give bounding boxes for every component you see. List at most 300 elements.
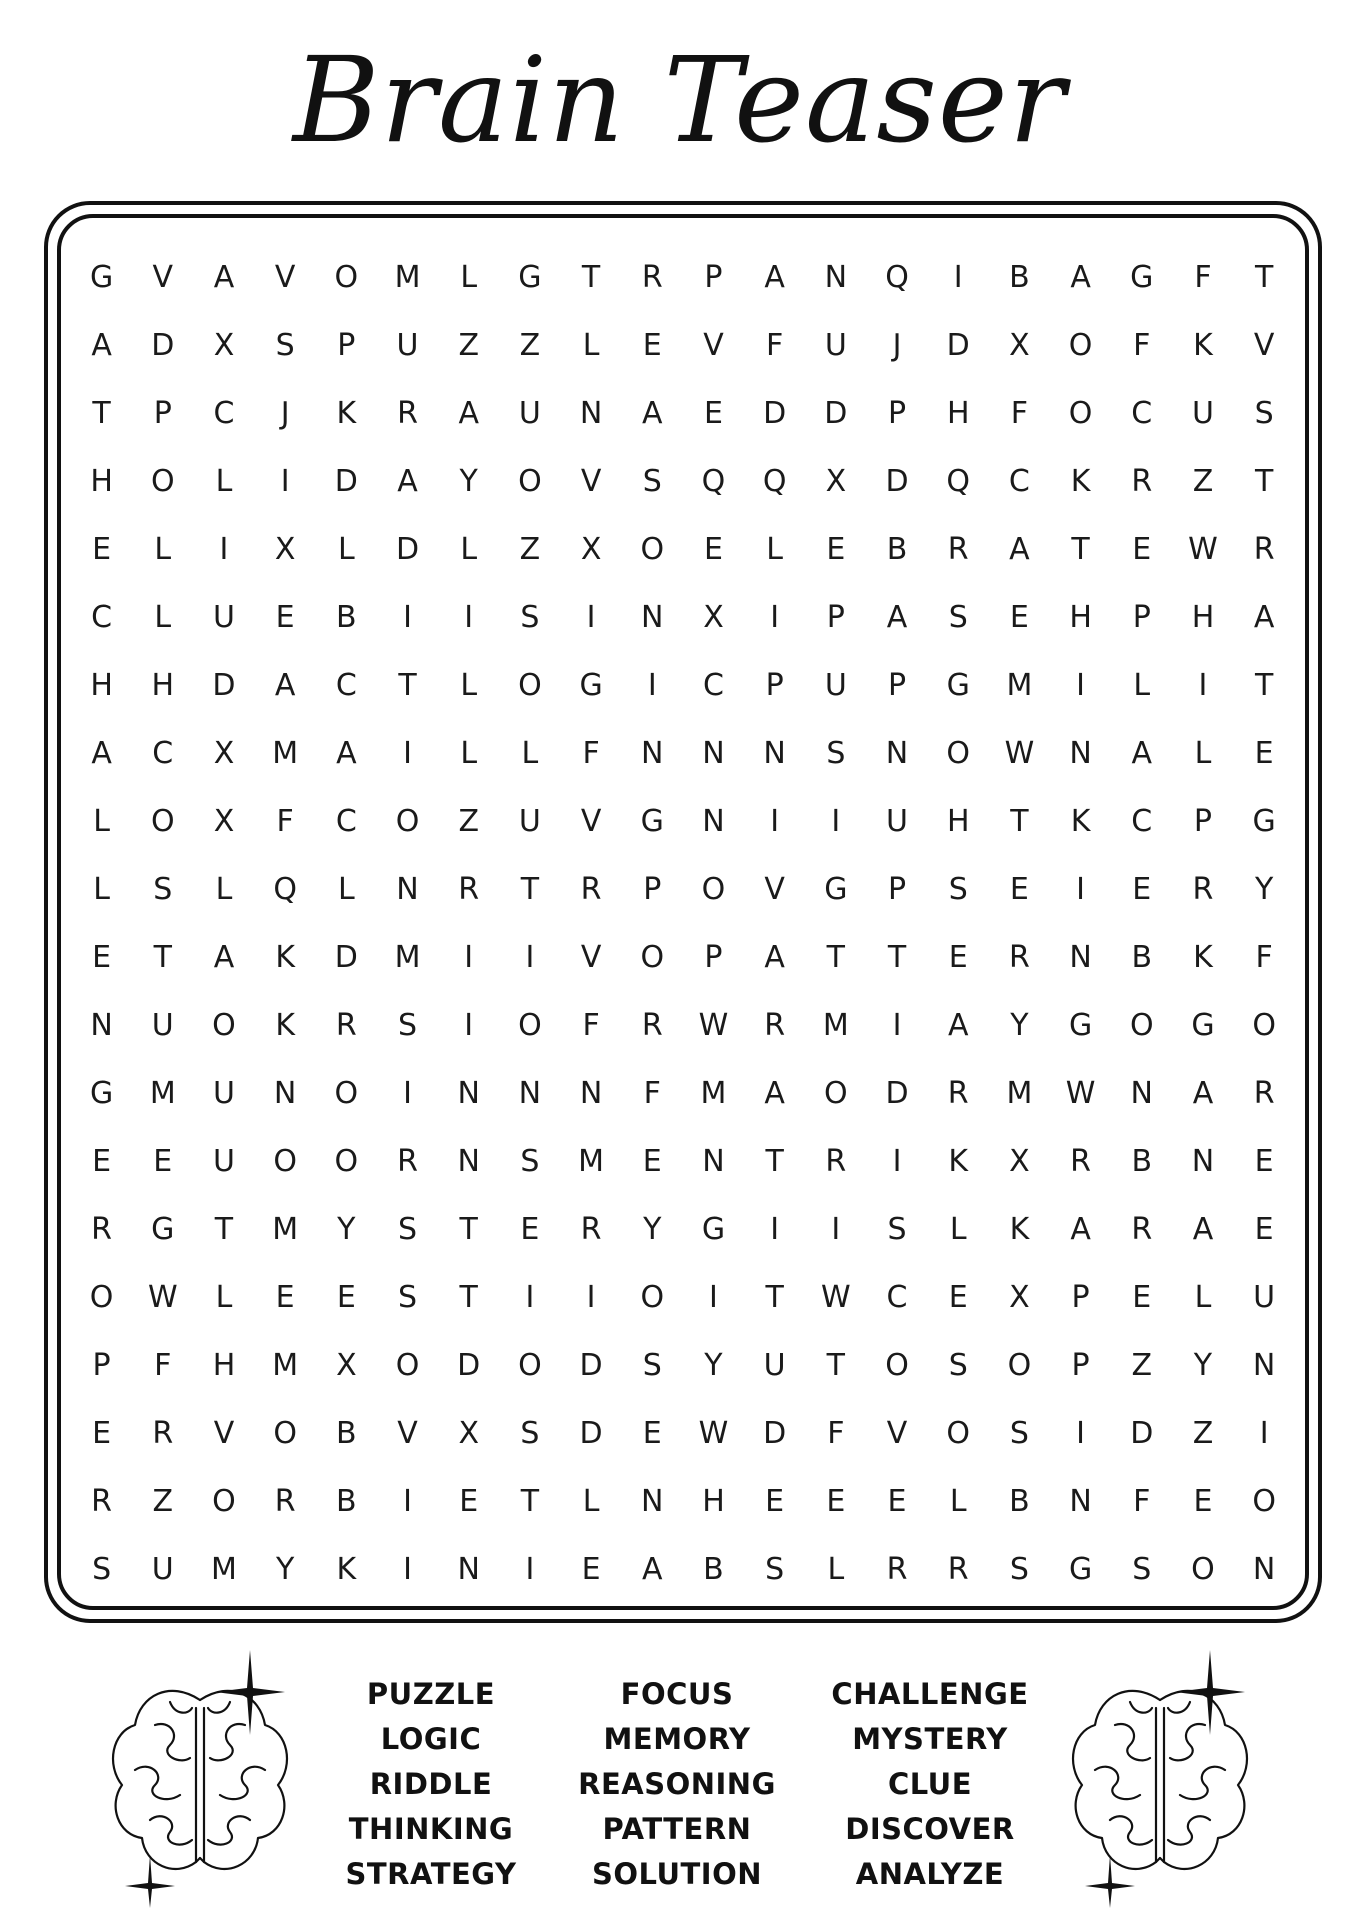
grid-letter[interactable]: R xyxy=(1070,1143,1092,1179)
grid-letter[interactable]: X xyxy=(336,1347,357,1383)
grid-letter[interactable]: F xyxy=(1133,1483,1151,1519)
grid-letter[interactable]: E xyxy=(275,599,295,635)
grid-letter[interactable]: N xyxy=(702,803,725,839)
grid-letter[interactable]: U xyxy=(151,1007,174,1043)
grid-letter[interactable]: O xyxy=(946,735,971,771)
grid-letter[interactable]: G xyxy=(89,1075,114,1111)
grid-letter[interactable]: R xyxy=(397,1143,418,1179)
grid-letter[interactable]: O xyxy=(1191,1551,1215,1587)
grid-letter[interactable]: H xyxy=(212,1347,236,1383)
grid-letter[interactable]: Z xyxy=(152,1483,174,1519)
grid-letter[interactable]: P xyxy=(337,327,356,363)
grid-letter[interactable]: O xyxy=(334,1143,359,1179)
grid-letter[interactable]: Y xyxy=(337,1211,356,1247)
grid-letter[interactable]: R xyxy=(1192,871,1214,907)
grid-letter[interactable]: G xyxy=(946,667,970,703)
grid-letter[interactable]: N xyxy=(641,1483,664,1519)
grid-letter[interactable]: T xyxy=(1254,667,1274,703)
grid-letter[interactable]: Q xyxy=(701,463,726,499)
grid-letter[interactable]: P xyxy=(765,667,784,703)
grid-letter[interactable]: U xyxy=(824,327,847,363)
grid-letter[interactable]: D xyxy=(212,667,236,703)
grid-letter[interactable]: Y xyxy=(643,1211,662,1247)
grid-letter[interactable]: R xyxy=(947,1551,969,1587)
grid-letter[interactable]: Z xyxy=(519,531,541,567)
grid-letter[interactable]: X xyxy=(213,327,235,363)
grid-letter[interactable]: C xyxy=(335,667,357,703)
grid-letter[interactable]: O xyxy=(1007,1347,1032,1383)
grid-letter[interactable]: I xyxy=(525,1279,535,1315)
grid-letter[interactable]: H xyxy=(151,667,175,703)
grid-letter[interactable]: A xyxy=(1192,1211,1214,1247)
grid-letter[interactable]: S xyxy=(1132,1551,1152,1587)
grid-letter[interactable]: T xyxy=(1254,463,1274,499)
grid-letter[interactable]: I xyxy=(403,599,412,635)
grid-letter[interactable]: K xyxy=(275,939,295,975)
grid-letter[interactable]: F xyxy=(582,1007,600,1043)
grid-letter[interactable]: W xyxy=(698,1007,729,1043)
grid-letter[interactable]: L xyxy=(460,667,478,703)
grid-letter[interactable]: O xyxy=(334,1075,359,1111)
grid-letter[interactable]: S xyxy=(520,599,540,635)
grid-letter[interactable]: R xyxy=(397,395,418,431)
grid-letter[interactable]: E xyxy=(642,1143,662,1179)
grid-letter[interactable]: E xyxy=(153,1143,173,1179)
grid-letter[interactable]: M xyxy=(1006,1075,1033,1111)
grid-letter[interactable]: Z xyxy=(458,327,479,363)
grid-letter[interactable]: G xyxy=(640,803,664,839)
grid-letter[interactable]: U xyxy=(1253,1279,1276,1315)
grid-letter[interactable]: O xyxy=(395,803,420,839)
grid-letter[interactable]: E xyxy=(948,1279,968,1315)
grid-letter[interactable]: D xyxy=(763,395,787,431)
grid-letter[interactable]: E xyxy=(275,1279,295,1315)
grid-letter[interactable]: N xyxy=(885,735,909,771)
grid-letter[interactable]: X xyxy=(580,531,602,567)
grid-letter[interactable]: I xyxy=(464,1007,474,1043)
grid-letter[interactable]: P xyxy=(887,667,907,703)
grid-letter[interactable]: G xyxy=(1130,259,1154,295)
grid-letter[interactable]: M xyxy=(272,1211,299,1247)
grid-letter[interactable]: S xyxy=(398,1211,418,1247)
grid-letter[interactable]: S xyxy=(642,463,662,499)
grid-letter[interactable]: F xyxy=(827,1415,845,1451)
grid-letter[interactable]: P xyxy=(887,871,907,907)
grid-letter[interactable]: O xyxy=(273,1415,297,1451)
grid-letter[interactable]: T xyxy=(153,939,172,975)
grid-letter[interactable]: I xyxy=(403,1551,412,1587)
grid-letter[interactable]: I xyxy=(1076,871,1086,907)
grid-letter[interactable]: T xyxy=(826,1347,845,1383)
grid-letter[interactable]: O xyxy=(640,531,665,567)
grid-letter[interactable]: N xyxy=(90,1007,113,1043)
grid-letter[interactable]: A xyxy=(947,1007,969,1043)
grid-letter[interactable]: N xyxy=(1069,1483,1092,1519)
grid-letter[interactable]: R xyxy=(335,1007,357,1043)
grid-letter[interactable]: B xyxy=(1131,939,1153,975)
grid-letter[interactable]: E xyxy=(642,327,662,363)
grid-letter[interactable]: Y xyxy=(704,1347,723,1383)
grid-letter[interactable]: T xyxy=(887,939,907,975)
grid-letter[interactable]: A xyxy=(397,463,418,499)
grid-letter[interactable]: A xyxy=(213,259,235,295)
grid-letter[interactable]: N xyxy=(702,1143,725,1179)
grid-letter[interactable]: C xyxy=(335,803,357,839)
grid-letter[interactable]: T xyxy=(1254,259,1274,295)
grid-letter[interactable]: J xyxy=(280,395,290,431)
grid-letter[interactable]: E xyxy=(336,1279,356,1315)
grid-letter[interactable]: X xyxy=(825,463,847,499)
grid-letter[interactable]: D xyxy=(579,1347,603,1383)
grid-letter[interactable]: P xyxy=(92,1347,111,1383)
grid-letter[interactable]: I xyxy=(953,259,963,295)
grid-letter[interactable]: M xyxy=(272,735,299,771)
grid-letter[interactable]: V xyxy=(1253,327,1275,363)
grid-letter[interactable]: Q xyxy=(273,871,297,907)
grid-letter[interactable]: M xyxy=(700,1075,727,1111)
grid-letter[interactable]: E xyxy=(948,939,968,975)
grid-letter[interactable]: D xyxy=(946,327,970,363)
grid-letter[interactable]: U xyxy=(151,1551,174,1587)
grid-letter[interactable]: I xyxy=(770,1211,780,1247)
grid-letter[interactable]: M xyxy=(394,939,421,975)
grid-letter[interactable]: H xyxy=(1069,599,1092,635)
grid-letter[interactable]: I xyxy=(1076,667,1086,703)
grid-letter[interactable]: F xyxy=(1133,327,1151,363)
grid-letter[interactable]: O xyxy=(518,1347,542,1383)
grid-letter[interactable]: N xyxy=(702,735,725,771)
grid-letter[interactable]: N xyxy=(273,1075,297,1111)
grid-letter[interactable]: Z xyxy=(1192,1415,1214,1451)
grid-letter[interactable]: R xyxy=(764,1007,786,1043)
grid-letter[interactable]: R xyxy=(580,871,602,907)
grid-letter[interactable]: A xyxy=(336,735,357,771)
grid-letter[interactable]: R xyxy=(1253,531,1275,567)
grid-letter[interactable]: N xyxy=(641,599,664,635)
grid-letter[interactable]: G xyxy=(89,259,114,295)
grid-letter[interactable]: M xyxy=(211,1551,237,1587)
grid-letter[interactable]: N xyxy=(518,1075,542,1111)
grid-letter[interactable]: A xyxy=(91,735,112,771)
grid-letter[interactable]: L xyxy=(460,531,478,567)
grid-letter[interactable]: V xyxy=(152,259,174,295)
grid-letter[interactable]: V xyxy=(397,1415,418,1451)
grid-letter[interactable]: X xyxy=(1009,327,1030,363)
grid-letter[interactable]: F xyxy=(1255,939,1273,975)
grid-letter[interactable]: N xyxy=(579,395,603,431)
grid-letter[interactable]: G xyxy=(579,667,603,703)
grid-letter[interactable]: F xyxy=(1194,259,1212,295)
grid-letter[interactable]: E xyxy=(826,1483,846,1519)
grid-letter[interactable]: K xyxy=(336,1551,357,1587)
grid-letter[interactable]: S xyxy=(275,327,295,363)
grid-letter[interactable]: V xyxy=(580,939,602,975)
grid-letter[interactable]: B xyxy=(1131,1143,1153,1179)
grid-letter[interactable]: A xyxy=(764,1075,785,1111)
grid-letter[interactable]: H xyxy=(946,803,970,839)
grid-letter[interactable]: K xyxy=(336,395,357,431)
grid-letter[interactable]: S xyxy=(765,1551,785,1587)
grid-letter[interactable]: L xyxy=(1133,667,1151,703)
grid-letter[interactable]: E xyxy=(1009,599,1029,635)
grid-letter[interactable]: N xyxy=(457,1551,480,1587)
grid-letter[interactable]: N xyxy=(579,1075,603,1111)
grid-letter[interactable]: I xyxy=(403,735,412,771)
grid-letter[interactable]: K xyxy=(1009,1211,1030,1247)
grid-letter[interactable]: S xyxy=(92,1551,112,1587)
grid-letter[interactable]: W xyxy=(821,1279,851,1315)
grid-letter[interactable]: G xyxy=(701,1211,726,1247)
grid-letter[interactable]: X xyxy=(213,735,235,771)
grid-letter[interactable]: Q xyxy=(762,463,787,499)
grid-letter[interactable]: E xyxy=(1254,735,1274,771)
grid-letter[interactable]: E xyxy=(703,531,723,567)
grid-letter[interactable]: S xyxy=(1009,1415,1029,1451)
grid-letter[interactable]: B xyxy=(886,531,908,567)
grid-letter[interactable]: S xyxy=(948,871,968,907)
grid-letter[interactable]: Z xyxy=(1192,463,1214,499)
grid-letter[interactable]: Z xyxy=(1131,1347,1153,1383)
grid-letter[interactable]: D xyxy=(885,1075,909,1111)
grid-letter[interactable]: N xyxy=(824,259,848,295)
grid-letter[interactable]: H xyxy=(702,1483,725,1519)
grid-letter[interactable]: E xyxy=(92,1415,112,1451)
grid-letter[interactable]: O xyxy=(150,803,175,839)
grid-letter[interactable]: O xyxy=(89,1279,114,1315)
grid-letter[interactable]: I xyxy=(403,1075,412,1111)
grid-letter[interactable]: C xyxy=(1131,803,1153,839)
grid-letter[interactable]: L xyxy=(154,531,172,567)
grid-letter[interactable]: X xyxy=(1009,1143,1030,1179)
grid-letter[interactable]: R xyxy=(641,1007,663,1043)
grid-letter[interactable]: F xyxy=(643,1075,661,1111)
grid-letter[interactable]: Q xyxy=(885,259,909,295)
grid-letter[interactable]: W xyxy=(1065,1075,1096,1111)
grid-letter[interactable]: L xyxy=(337,531,355,567)
grid-letter[interactable]: C xyxy=(91,599,113,635)
grid-letter[interactable]: S xyxy=(153,871,173,907)
grid-letter[interactable]: G xyxy=(1191,1007,1215,1043)
grid-letter[interactable]: D xyxy=(1130,1415,1154,1451)
grid-letter[interactable]: R xyxy=(825,1143,847,1179)
grid-letter[interactable]: H xyxy=(946,395,970,431)
grid-letter[interactable]: W xyxy=(1188,531,1218,567)
grid-letter[interactable]: S xyxy=(826,735,846,771)
grid-letter[interactable]: I xyxy=(1259,1415,1269,1451)
grid-letter[interactable]: C xyxy=(886,1279,908,1315)
grid-letter[interactable]: O xyxy=(1068,327,1093,363)
grid-letter[interactable]: L xyxy=(460,259,478,295)
grid-letter[interactable]: X xyxy=(458,1415,479,1451)
grid-letter[interactable]: E xyxy=(1254,1143,1274,1179)
grid-letter[interactable]: S xyxy=(520,1415,540,1451)
grid-letter[interactable]: A xyxy=(1131,735,1153,771)
grid-letter[interactable]: S xyxy=(1254,395,1274,431)
grid-letter[interactable]: N xyxy=(641,735,664,771)
grid-letter[interactable]: D xyxy=(824,395,848,431)
grid-letter[interactable]: U xyxy=(212,1143,235,1179)
grid-letter[interactable]: U xyxy=(396,327,419,363)
grid-letter[interactable]: T xyxy=(214,1211,234,1247)
grid-letter[interactable]: O xyxy=(701,871,726,907)
grid-letter[interactable]: M xyxy=(272,1347,299,1383)
grid-letter[interactable]: R xyxy=(152,1415,174,1451)
grid-letter[interactable]: F xyxy=(582,735,600,771)
grid-letter[interactable]: P xyxy=(704,259,723,295)
grid-letter[interactable]: P xyxy=(1071,1347,1090,1383)
grid-letter[interactable]: I xyxy=(1198,667,1208,703)
grid-letter[interactable]: S xyxy=(520,1143,540,1179)
grid-letter[interactable]: S xyxy=(887,1211,907,1247)
grid-letter[interactable]: C xyxy=(152,735,174,771)
grid-letter[interactable]: E xyxy=(581,1551,601,1587)
grid-letter[interactable]: O xyxy=(1068,395,1093,431)
grid-letter[interactable]: N xyxy=(763,735,786,771)
grid-letter[interactable]: R xyxy=(641,259,663,295)
grid-letter[interactable]: R xyxy=(947,531,969,567)
grid-letter[interactable]: O xyxy=(640,939,665,975)
grid-letter[interactable]: H xyxy=(1191,599,1215,635)
grid-letter[interactable]: B xyxy=(336,599,357,635)
grid-letter[interactable]: L xyxy=(215,463,233,499)
grid-letter[interactable]: L xyxy=(949,1211,967,1247)
grid-letter[interactable]: P xyxy=(153,395,172,431)
grid-letter[interactable]: E xyxy=(1132,1279,1152,1315)
grid-letter[interactable]: R xyxy=(1008,939,1030,975)
grid-letter[interactable]: L xyxy=(521,735,539,771)
grid-letter[interactable]: L xyxy=(827,1551,845,1587)
grid-letter[interactable]: N xyxy=(457,1075,480,1111)
grid-letter[interactable]: U xyxy=(763,1347,786,1383)
grid-letter[interactable]: L xyxy=(93,871,110,907)
grid-letter[interactable]: G xyxy=(824,871,848,907)
grid-letter[interactable]: Q xyxy=(946,463,971,499)
grid-letter[interactable]: W xyxy=(698,1415,729,1451)
grid-letter[interactable]: G xyxy=(151,1211,175,1247)
grid-letter[interactable]: M xyxy=(822,1007,849,1043)
grid-letter[interactable]: P xyxy=(826,599,845,635)
grid-letter[interactable]: T xyxy=(765,1143,784,1179)
grid-letter[interactable]: I xyxy=(892,1143,902,1179)
grid-letter[interactable]: D xyxy=(334,463,358,499)
grid-letter[interactable]: O xyxy=(334,259,359,295)
grid-letter[interactable]: T xyxy=(1071,531,1090,567)
grid-letter[interactable]: K xyxy=(1193,327,1213,363)
grid-letter[interactable]: V xyxy=(886,1415,908,1451)
grid-letter[interactable]: L xyxy=(582,1483,600,1519)
grid-letter[interactable]: K xyxy=(1070,803,1091,839)
grid-letter[interactable]: I xyxy=(219,531,229,567)
grid-letter[interactable]: G xyxy=(518,259,542,295)
grid-letter[interactable]: L xyxy=(215,1279,233,1315)
grid-letter[interactable]: I xyxy=(770,599,780,635)
grid-letter[interactable]: X xyxy=(1009,1279,1030,1315)
grid-letter[interactable]: M xyxy=(149,1075,176,1111)
grid-letter[interactable]: I xyxy=(403,1483,412,1519)
grid-letter[interactable]: O xyxy=(1129,1007,1154,1043)
grid-letter[interactable]: P xyxy=(643,871,662,907)
grid-letter[interactable]: D xyxy=(885,463,909,499)
grid-letter[interactable]: T xyxy=(459,1211,478,1247)
grid-letter[interactable]: T xyxy=(520,1483,540,1519)
grid-letter[interactable]: K xyxy=(948,1143,969,1179)
grid-letter[interactable]: R xyxy=(1131,463,1153,499)
grid-letter[interactable]: B xyxy=(336,1483,357,1519)
grid-letter[interactable]: S xyxy=(642,1347,662,1383)
grid-letter[interactable]: O xyxy=(150,463,175,499)
grid-letter[interactable]: R xyxy=(886,1551,908,1587)
grid-letter[interactable]: V xyxy=(703,327,724,363)
grid-letter[interactable]: N xyxy=(1252,1551,1276,1587)
grid-letter[interactable]: T xyxy=(1010,803,1029,839)
grid-letter[interactable]: E xyxy=(1254,1211,1274,1247)
grid-letter[interactable]: O xyxy=(212,1483,236,1519)
grid-letter[interactable]: P xyxy=(704,939,723,975)
grid-letter[interactable]: L xyxy=(93,803,110,839)
grid-letter[interactable]: E xyxy=(459,1483,479,1519)
grid-letter[interactable]: N xyxy=(1191,1143,1215,1179)
grid-letter[interactable]: B xyxy=(1009,1483,1030,1519)
grid-letter[interactable]: O xyxy=(395,1347,420,1383)
grid-letter[interactable]: A xyxy=(1253,599,1275,635)
grid-letter[interactable]: Y xyxy=(1193,1347,1213,1383)
grid-letter[interactable]: E xyxy=(92,1143,112,1179)
grid-letter[interactable]: T xyxy=(520,871,540,907)
grid-letter[interactable]: F xyxy=(766,327,784,363)
grid-letter[interactable]: K xyxy=(1070,463,1091,499)
grid-letter[interactable]: H xyxy=(90,667,113,703)
grid-letter[interactable]: O xyxy=(1252,1007,1276,1043)
grid-letter[interactable]: A xyxy=(764,259,785,295)
grid-letter[interactable]: C xyxy=(1131,395,1153,431)
grid-letter[interactable]: I xyxy=(647,667,657,703)
grid-letter[interactable]: E xyxy=(92,531,112,567)
grid-letter[interactable]: N xyxy=(1069,735,1092,771)
grid-letter[interactable]: R xyxy=(458,871,480,907)
grid-letter[interactable]: O xyxy=(824,1075,848,1111)
grid-letter[interactable]: K xyxy=(1193,939,1213,975)
grid-letter[interactable]: U xyxy=(518,395,541,431)
grid-letter[interactable]: I xyxy=(586,599,596,635)
grid-letter[interactable]: S xyxy=(948,1347,968,1383)
grid-letter[interactable]: I xyxy=(525,939,535,975)
grid-letter[interactable]: J xyxy=(892,327,902,363)
grid-letter[interactable]: A xyxy=(1192,1075,1214,1111)
grid-letter[interactable]: T xyxy=(765,1279,784,1315)
grid-letter[interactable]: B xyxy=(336,1415,357,1451)
grid-letter[interactable]: A xyxy=(764,939,785,975)
grid-letter[interactable]: E xyxy=(642,1415,662,1451)
grid-letter[interactable]: D xyxy=(395,531,420,567)
grid-letter[interactable]: N xyxy=(1252,1347,1276,1383)
grid-letter[interactable]: R xyxy=(1253,1075,1275,1111)
grid-letter[interactable]: D xyxy=(151,327,175,363)
grid-letter[interactable]: D xyxy=(457,1347,481,1383)
grid-letter[interactable]: A xyxy=(274,667,296,703)
grid-letter[interactable]: H xyxy=(90,463,113,499)
grid-letter[interactable]: X xyxy=(703,599,724,635)
grid-letter[interactable]: E xyxy=(92,939,112,975)
grid-letter[interactable]: U xyxy=(518,803,541,839)
grid-letter[interactable]: P xyxy=(1132,599,1151,635)
grid-letter[interactable]: O xyxy=(518,667,542,703)
grid-letter[interactable]: R xyxy=(1131,1211,1153,1247)
grid-letter[interactable]: T xyxy=(459,1279,478,1315)
grid-letter[interactable]: R xyxy=(580,1211,602,1247)
grid-letter[interactable]: R xyxy=(91,1211,113,1247)
grid-letter[interactable]: O xyxy=(273,1143,297,1179)
grid-letter[interactable]: L xyxy=(215,871,233,907)
